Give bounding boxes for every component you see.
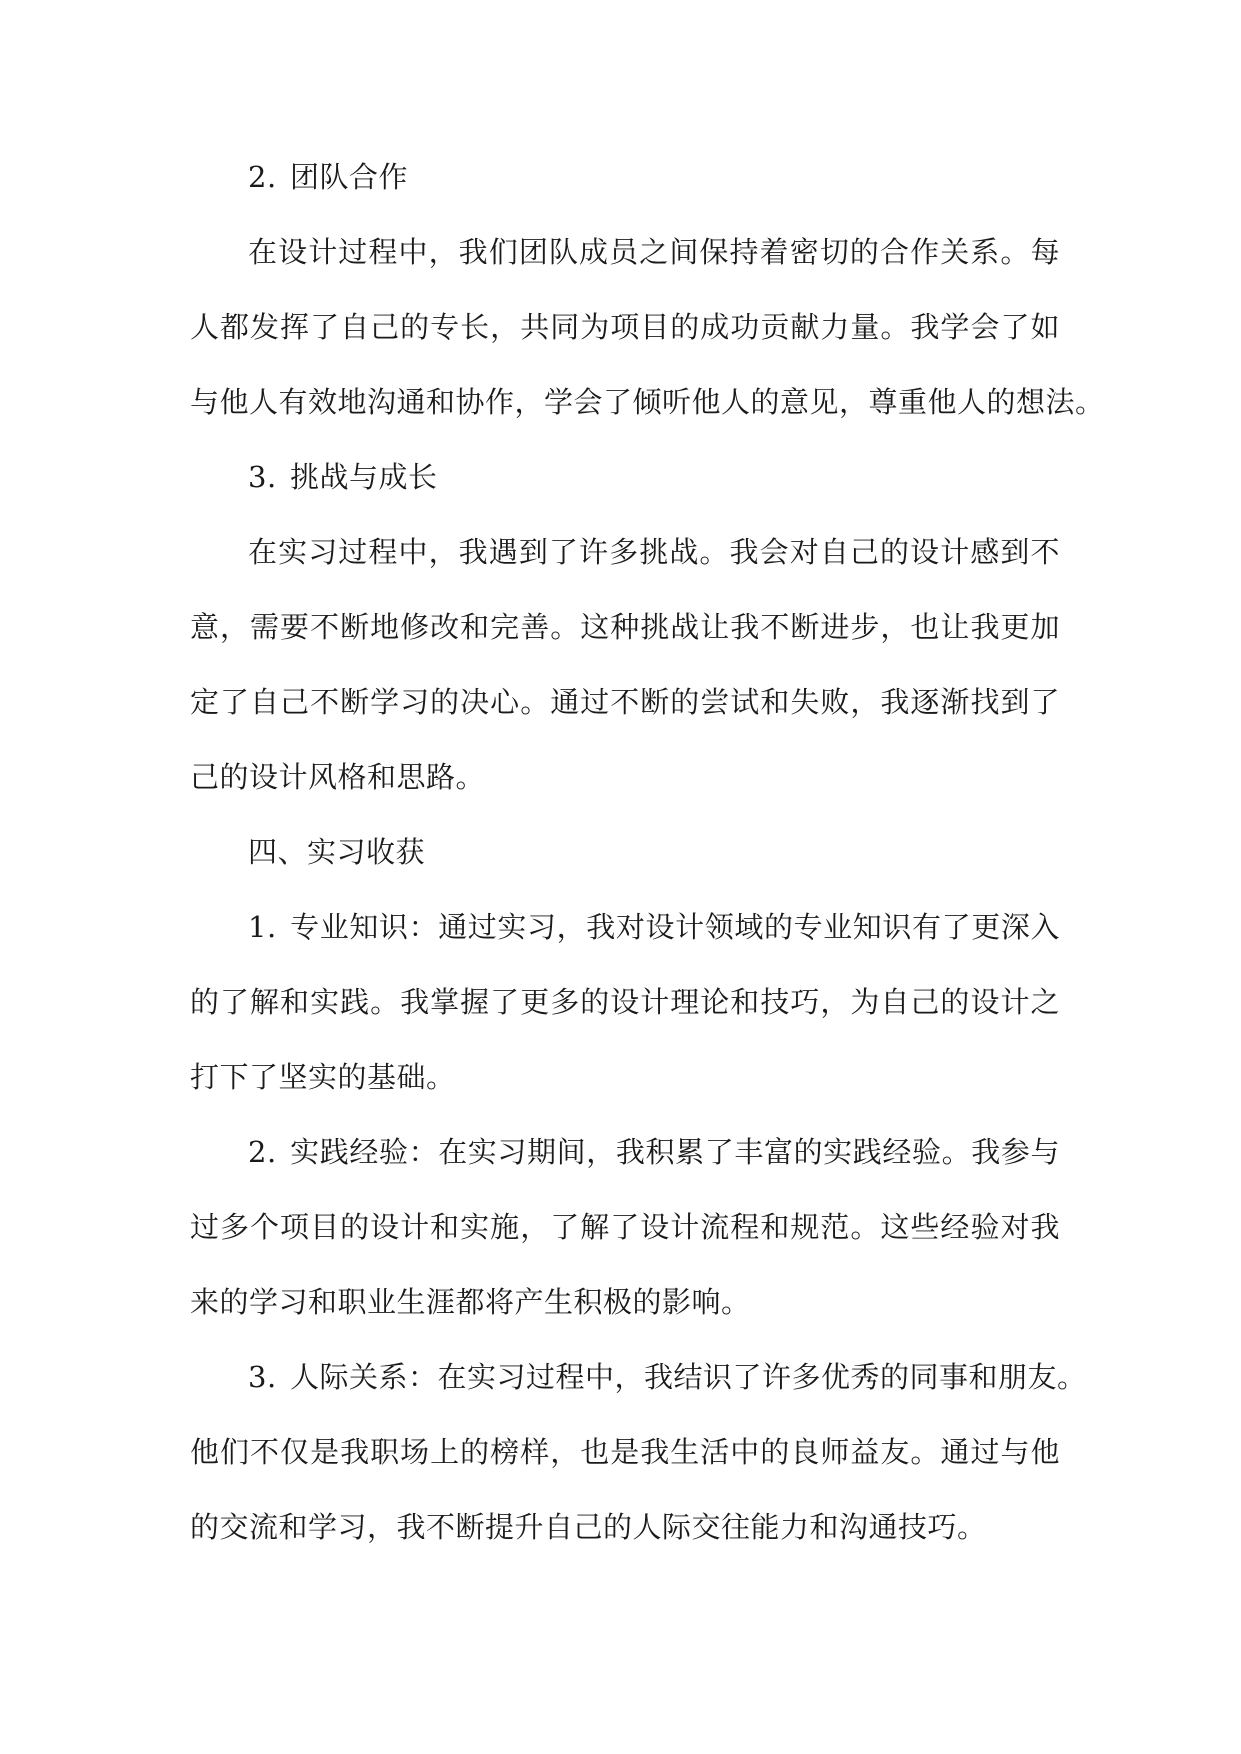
paragraph-line: 的了解和实践。我掌握了更多的设计理论和技巧，为自己的设计之 — [190, 985, 1060, 1019]
paragraph-line: 意，需要不断地修改和完善。这种挑战让我不断进步，也让我更加 — [190, 610, 1060, 644]
document-page — [190, 140, 1105, 1565]
paragraph-line: 人都发挥了自己的专长，共同为项目的成功贡献力量。我学会了如 — [190, 310, 1060, 344]
list-item-text: 实践经验：在实习期间，我积累了丰富的实践经验。我参与 — [290, 1135, 1060, 1169]
heading-text: 团队合作 — [290, 160, 409, 194]
list-item-interpersonal — [190, 1340, 1087, 1415]
list-item-text: 人际关系：在实习过程中，我结识了许多优秀的同事和朋友。 — [290, 1360, 1087, 1394]
list-item-practical-experience — [190, 1115, 1060, 1190]
list-number: 3. — [248, 1360, 277, 1394]
paragraph-line: 来的学习和职业生涯都将产生积极的影响。 — [190, 1285, 751, 1319]
section-heading-internship-gains: 四、实习收获 — [248, 835, 426, 869]
paragraph-line: 打下了坚实的基础。 — [190, 1060, 456, 1094]
list-number: 1. — [248, 910, 277, 944]
paragraph-line: 与他人有效地沟通和协作，学会了倾听他人的意见，尊重他人的想法。 — [190, 385, 1105, 419]
paragraph-line: 的交流和学习，我不断提升自己的人际交往能力和沟通技巧。 — [190, 1510, 987, 1544]
list-item-professional-knowledge — [190, 890, 1060, 965]
paragraph-line: 己的设计风格和思路。 — [190, 760, 486, 794]
paragraph-line: 定了自己不断学习的决心。通过不断的尝试和失败，我逐渐找到了 — [190, 685, 1060, 719]
list-item-text: 专业知识：通过实习，我对设计领域的专业知识有了更深入 — [290, 910, 1060, 944]
list-number: 2. — [248, 1135, 277, 1169]
heading-challenge-growth — [190, 440, 1060, 515]
paragraph-line: 在设计过程中，我们团队成员之间保持着密切的合作关系。每 — [248, 235, 1060, 269]
paragraph-line: 过多个项目的设计和实施，了解了设计流程和规范。这些经验对我 — [190, 1210, 1060, 1244]
heading-text: 挑战与成长 — [290, 460, 438, 494]
paragraph-line: 他们不仅是我职场上的榜样，也是我生活中的良师益友。通过与他 — [190, 1435, 1060, 1469]
heading-team-cooperation — [190, 140, 1060, 215]
paragraph-line: 在实习过程中，我遇到了许多挑战。我会对自己的设计感到不 — [248, 535, 1060, 569]
list-number: 2. — [248, 160, 277, 194]
list-number: 3. — [248, 460, 277, 494]
